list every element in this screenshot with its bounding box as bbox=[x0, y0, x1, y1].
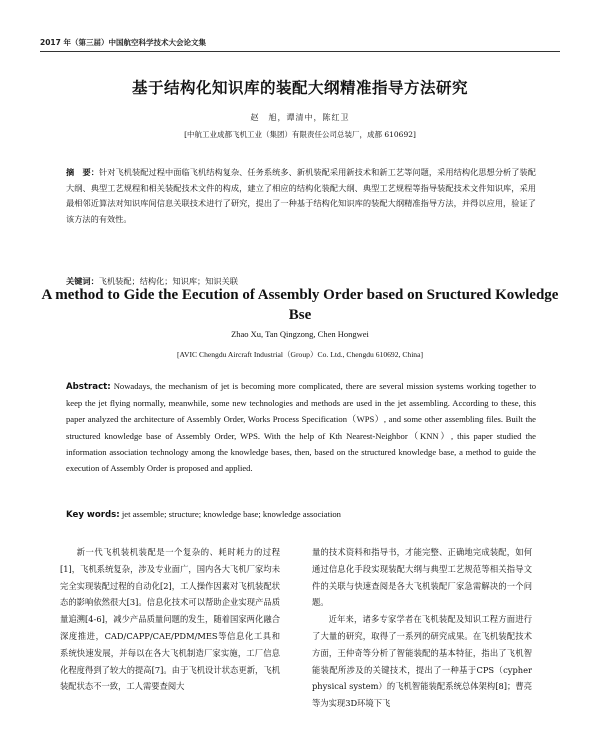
english-affiliation: [AVIC Chengdu Aircraft Industrial（Group）Co. Ltd., Chengdu 610692, China] bbox=[177, 350, 423, 359]
chinese-keywords-label: 关键词： bbox=[66, 276, 99, 286]
english-title: A method to Gide the Eecution of Assembly Order based on Sructured Kowledge Bse bbox=[41, 287, 559, 323]
chinese-authors: 赵 旭，谭清中，陈红卫 bbox=[250, 113, 350, 122]
chinese-affiliation: [中航工业成都飞机工业（集团）有限责任公司总装厂，成都 610692] bbox=[184, 130, 416, 139]
english-abstract-text: Nowadays, the mechanism of jet is becoming more complicated, there are several mission systems working together to keep the jet flying normally, meanwhile, some new technologies and methods are used in the jet assembling. According to these, this paper analyzed the architecture of Assembly Order, Works Process Specification（WPS）, and some other assembling files. Built the structured knowledge base of Assembly Order, WPS. With the help of Kth Nearest-Neighbor（KNN）, this paper studied the information association technology among the knowledge bases, then, based on the structured knowledge base, a method to guide the execution of Assembly Order is proposed and applied. bbox=[66, 381, 536, 474]
body-right-column bbox=[312, 544, 532, 712]
english-authors: Zhao Xu, Tan Qingzong, Chen Hongwei bbox=[231, 329, 369, 339]
chinese-abstract bbox=[66, 165, 536, 227]
english-keywords bbox=[66, 507, 536, 523]
body-paragraph: 量的技术资料和指导书，才能完整、正确地完成装配，如何通过信息化手段实现装配大纲与典型工艺规范等相关指导文件的关联与快速查阅是各大飞机装配厂家急需解决的一个问题。 bbox=[312, 547, 532, 608]
english-abstract-label: Abstract: bbox=[66, 382, 111, 392]
english-keywords-label: Key words: bbox=[66, 510, 120, 520]
english-keywords-text: jet assemble; structure; knowledge base; knowledge association bbox=[121, 509, 341, 519]
chinese-abstract-label: 摘 要： bbox=[66, 167, 99, 177]
body-paragraph: 新一代飞机装机装配是一个复杂的、耗时耗力的过程[1]，飞机系统复杂，涉及专业面广，国内各大飞机厂家均未完全实现装配过程的自动化[2]，工人操作因素对飞机装配状态的影响依然很大[3]。信息化技术可以帮助企业实现产品质量追溯[4-6]，减少产品质量问题的发生，随着国家两化融合深度推进，CAD/CAPP/CAE/PDM/MES等信息化工具和系统快速发展，并每以在各大飞机制造厂家实施，工厂信息化程度得到了较大的提高[7]。由于飞机设计状态更新，飞机装配状态不一致，工人需要查阅大 bbox=[60, 547, 280, 692]
body-left-column bbox=[60, 544, 280, 695]
header-divider bbox=[40, 51, 560, 52]
chinese-abstract-text: 针对飞机装配过程中面临飞机结构复杂、任务系统多、新机装配采用新技术和新工艺等问题，采用结构化思想分析了装配大纲、典型工艺规程和相关装配技术文件的构成，建立了相应的结构化装配大纲、典型工艺规程等指导装配技术文件知识库，采用最相邻近算法对知识库间信息关联技术进行了研究，提出了一种基于结构化知识库的装配大纲精准指导方法，并得以应用，验证了该方法的有效性。 bbox=[66, 167, 536, 224]
chinese-keywords-text: 飞机装配；结构化；知识库；知识关联 bbox=[98, 276, 238, 286]
body-paragraph: 近年来，诸多专家学者在飞机装配及知识工程方面进行了大量的研究，取得了一系列的研究成果。在飞机装配技术方面，王仲奇等分析了智能装配的基本特征，指出了飞机智能装配所涉及的关键技术，提出了一种基于CPS（cypher physical system）的飞机智能装配系统总体架构[8]；曹亮等为实现3D环境下飞 bbox=[312, 614, 532, 709]
chinese-title: 基于结构化知识库的装配大纲精准指导方法研究 bbox=[131, 79, 468, 97]
english-abstract bbox=[66, 378, 536, 476]
running-header: 2017 年（第三届）中国航空科学技术大会论文集 bbox=[40, 38, 206, 47]
